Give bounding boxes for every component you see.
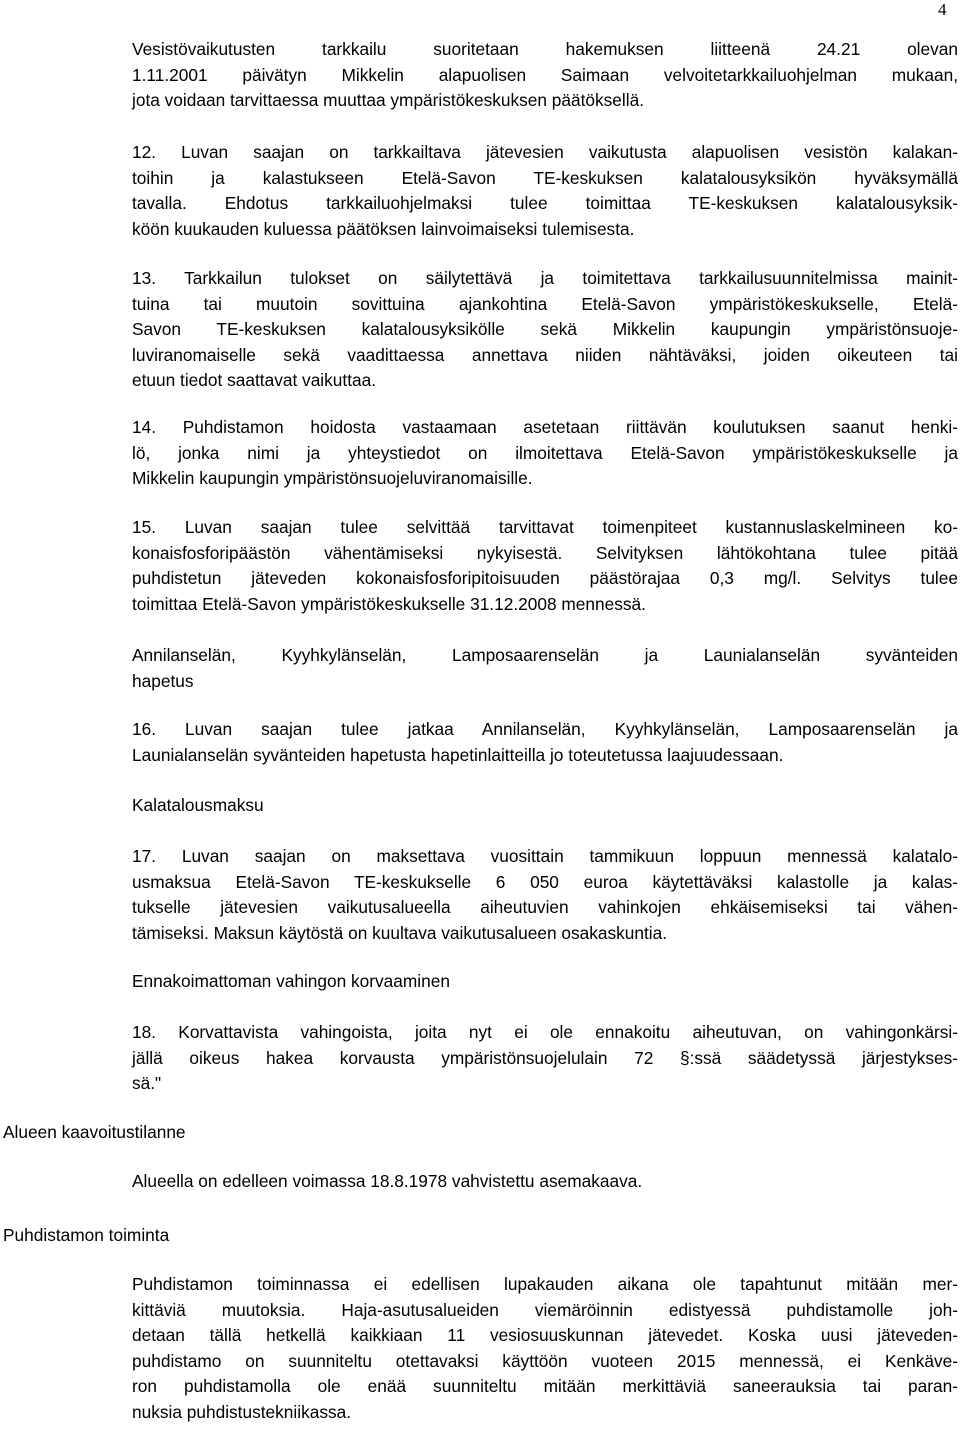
side-heading-plant-operation: Puhdistamon toiminta bbox=[3, 1225, 170, 1245]
text-line: sä." bbox=[132, 1073, 162, 1093]
text-line: Alueella on edelleen voimassa 18.8.1978 vahvistettu asemakaava. bbox=[132, 1171, 643, 1191]
text-line: tavalla. Ehdotus tarkkailuohjelmaksi tulee toimittaa TE-keskuksen kalatalousyksik- bbox=[132, 193, 958, 213]
text-line: tämiseksi. Maksun käytöstä on kuultava vaikutusalueen osakaskuntia. bbox=[132, 922, 668, 943]
text-line: 18. Korvattavista vahingoista, joita nyt ei ole ennakoitu aiheutuvan, on vahingonkärsi- bbox=[132, 1022, 958, 1042]
paragraph-item-12 bbox=[132, 140, 958, 242]
text-line: puhdistamo on suunniteltu otettavaksi käyttöön vuoteen 2015 mennessä, ei Kenkäve- bbox=[132, 1350, 958, 1371]
text-line: tukselle jätevesien vaikutusalueella aiheutuvien vahinkojen ehkäisemiseksi tai vähen- bbox=[132, 897, 958, 917]
paragraph-plant-operation bbox=[132, 1272, 958, 1425]
heading-fishery-fee bbox=[132, 793, 958, 819]
text-line: 17. Luvan saajan on maksettava vuosittain tammikuun loppuun mennessä kalatalo- bbox=[132, 846, 958, 866]
text-line: 12. Luvan saajan on tarkkailtava jätevesien vaikutusta alapuolisen vesistön kalakan- bbox=[132, 142, 958, 162]
text-line: Vesistövaikutusten tarkkailu suoritetaan hakemuksen liitteenä 24.21 olevan bbox=[132, 39, 958, 59]
text-line: 13. Tarkkailun tulokset on säilytettävä ja toimitettava tarkkailusuunnitelmissa mainit- bbox=[132, 268, 958, 288]
text-line: 16. Luvan saajan tulee jatkaa Annilanselän, Kyyhkylänselän, Lamposaarenselän ja bbox=[132, 719, 958, 739]
text-line: ron puhdistamolla ole enää suunniteltu mitään merkittäviä saneerauksia tai paran- bbox=[132, 1376, 958, 1396]
text-line: jota voidaan tarvittaessa muuttaa ympäristökeskuksen päätöksellä. bbox=[132, 90, 644, 110]
paragraph-item-17 bbox=[132, 844, 958, 946]
text-line: detaan tällä hetkellä kaikkiaan 11 vesiosuuskunnan jätevedet. Koska uusi jäteveden- bbox=[132, 1325, 958, 1345]
paragraph-item-13 bbox=[132, 266, 958, 394]
paragraph-item-16 bbox=[132, 717, 958, 768]
text-line: toimittaa Etelä-Savon ympäristökeskukselle 31.12.2008 mennessä. bbox=[132, 593, 646, 614]
heading-oxygenation bbox=[132, 643, 958, 694]
paragraph-item-14 bbox=[132, 415, 958, 492]
side-heading-zoning: Alueen kaavoitustilanne bbox=[3, 1122, 186, 1142]
text-line: nuksia puhdistustekniikassa. bbox=[132, 1401, 352, 1422]
text-line: etuun tiedot saattavat vaikuttaa. bbox=[132, 370, 377, 390]
text-line: köön kuukauden kuluessa päätöksen lainvoimaiseksi tulemisesta. bbox=[132, 218, 635, 239]
text-line: hapetus bbox=[132, 670, 194, 691]
text-line: 14. Puhdistamon hoidosta vastaamaan asetetaan riittävän koulutuksen saanut henki- bbox=[132, 417, 958, 437]
text-line: 1.11.2001 päivätyn Mikkelin alapuolisen Saimaan velvoitetarkkailuohjelman mukaan, bbox=[132, 64, 958, 85]
text-line: tuina tai muutoin sovittuina ajankohtina Etelä-Savon ympäristökeskukselle, Etelä- bbox=[132, 293, 958, 314]
text-line: Savon TE-keskuksen kalatalousyksikölle sekä Mikkelin kaupungin ympäristönsuoje- bbox=[132, 319, 958, 339]
text-line: 15. Luvan saajan tulee selvittää tarvittavat toimenpiteet kustannuslaskelmineen ko- bbox=[132, 517, 958, 537]
text-line: konaisfosforipäästön vähentämiseksi nykyisestä. Selvityksen lähtökohtana tulee pitää bbox=[132, 542, 958, 563]
text-line: Kalatalousmaksu bbox=[132, 795, 264, 815]
paragraph-item-15 bbox=[132, 515, 958, 617]
paragraph-monitoring-intro bbox=[132, 37, 958, 114]
page-number: 4 bbox=[938, 0, 947, 19]
heading-unforeseen-damage bbox=[132, 969, 958, 995]
text-line: kittäviä muutoksia. Haja-asutusalueiden viemäröinnin edistyessä puhdistamolle joh- bbox=[132, 1299, 958, 1320]
text-line: Ennakoimattoman vahingon korvaaminen bbox=[132, 971, 450, 991]
text-line: jällä oikeus hakea korvausta ympäristönsuojelulain 72 §:ssä säädetyssä järjestykses- bbox=[132, 1047, 958, 1068]
text-line: usmaksua Etelä-Savon TE-keskukselle 6 050 euroa käytettäväksi kalastolle ja kalas- bbox=[132, 871, 958, 892]
paragraph-zoning bbox=[132, 1169, 958, 1195]
text-line: lö, jonka nimi ja yhteystiedot on ilmoitettava Etelä-Savon ympäristökeskukselle ja bbox=[132, 442, 958, 463]
text-line: Launialanselän syvänteiden hapetusta hapetinlaitteilla jo toteutetussa laajuudessaan. bbox=[132, 744, 784, 765]
text-line: puhdistetun jäteveden kokonaisfosforipitoisuuden päästörajaa 0,3 mg/l. Selvitys tulee bbox=[132, 568, 958, 588]
text-line: Annilanselän, Kyyhkylänselän, Lamposaarenselän ja Launialanselän syvänteiden bbox=[132, 645, 958, 665]
text-line: luviranomaiselle sekä vaadittaessa annettava niiden nähtäväksi, joiden oikeuteen tai bbox=[132, 344, 958, 365]
text-line: Puhdistamon toiminnassa ei edellisen lupakauden aikana ole tapahtunut mitään mer- bbox=[132, 1274, 958, 1294]
paragraph-item-18 bbox=[132, 1020, 958, 1097]
text-line: toihin ja kalastukseen Etelä-Savon TE-keskuksen kalatalousyksikön hyväksymällä bbox=[132, 167, 958, 188]
text-line: Mikkelin kaupungin ympäristönsuojeluviranomaisille. bbox=[132, 468, 533, 488]
